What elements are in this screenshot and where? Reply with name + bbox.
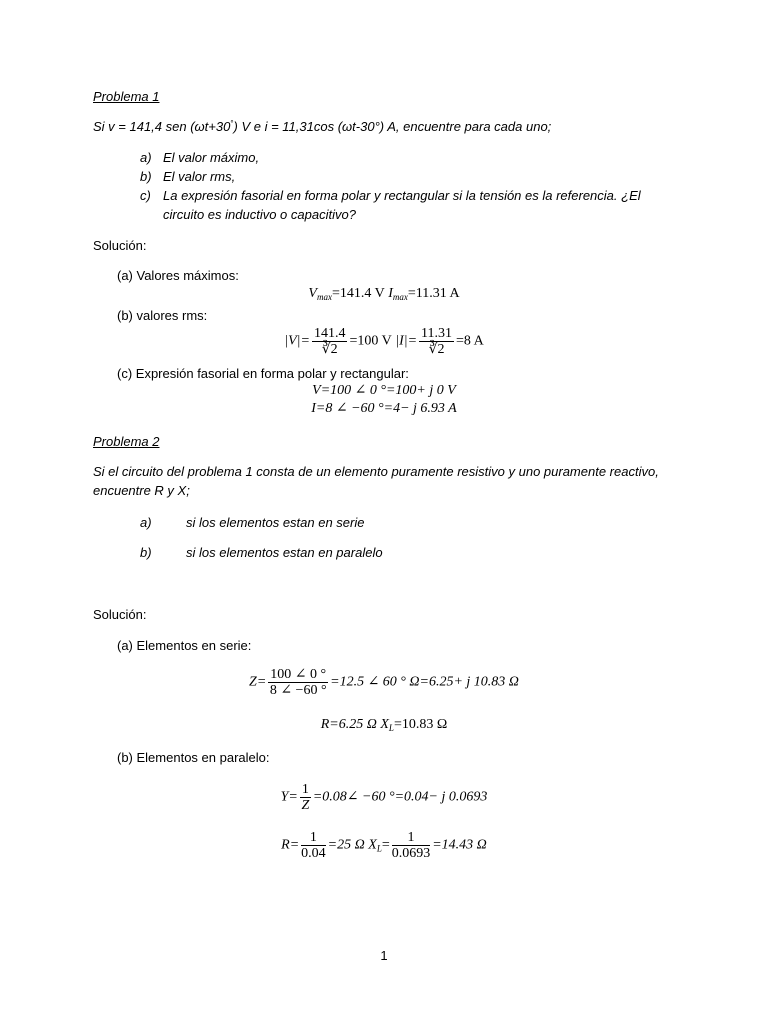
- equation-admittance: Y= $\frac{1}{Z}$ =0.08∠ −60 °=0.04− j 0.0693: [280, 782, 488, 813]
- fraction: $\frac{141.4}{∛2}$: [313, 326, 346, 357]
- problem-1-title: Problema 1: [93, 89, 160, 104]
- list-item-letter: b): [140, 169, 152, 184]
- list-item-text: si los elementos estan en serie: [186, 515, 365, 530]
- section-a-label: (a) Valores máximos:: [117, 268, 239, 283]
- statement-part-a: Si v = 141,4 sen (ωt+30: [93, 119, 231, 134]
- problem-2-statement-line-1: Si el circuito del problema 1 consta de un elemento puramente resistivo y uno puramente reactivo,: [93, 464, 659, 479]
- problem-2-statement-line-2: encuentre R y X;: [93, 483, 190, 498]
- list-item-letter: b): [140, 545, 152, 560]
- equation-impedance: Z= $\frac{100 \angle 0 ^\circ}{8 \angle -60 ^\circ}$ =12.5 ∠ 60 ° Ω=6.25+ j 10.83 Ω: [249, 667, 519, 698]
- equation-rx-series: R=6.25 Ω $X_L=10.83$ Ω: [320, 717, 448, 733]
- fraction: $\frac{1}{Z}$: [301, 782, 310, 813]
- problem-1-statement: [93, 119, 551, 134]
- equation-rx-parallel: R= $\frac{1}{0.04}$ =25 Ω $X_L=$ $\frac{1}{0.0693}$ =14.43 Ω: [281, 830, 487, 861]
- solution-label: Solución:: [93, 238, 147, 253]
- solution-label: Solución:: [93, 607, 147, 622]
- list-item-letter: a): [140, 515, 152, 530]
- section-c-label: (c) Expresión fasorial en forma polar y rectangular:: [117, 366, 409, 381]
- list-item-text: La expresión fasorial en forma polar y rectangular si la tensión es la referencia. ¿El: [163, 188, 641, 203]
- section-a-label: (a) Elementos en serie:: [117, 638, 252, 653]
- section-b-label: (b) valores rms:: [117, 308, 208, 323]
- fraction: $\frac{1}{0.0693}$: [391, 830, 431, 861]
- statement-part-b: ) V e i = 11,31cos (ωt-30°) A, encuentre para cada uno;: [233, 119, 552, 134]
- equation-rms: |V|= $\frac{141.4}{∛2}$ =100 V |I|= $\frac{11.31}{∛2}$ =8 A: [284, 326, 484, 357]
- list-item-letter: a): [140, 150, 152, 165]
- list-item-text: circuito es inductivo o capacitivo?: [163, 207, 356, 222]
- list-item-text: El valor rms,: [163, 169, 236, 184]
- problem-2-title: Problema 2: [93, 434, 160, 449]
- fraction: $\frac{11.31}{∛2}$: [421, 326, 453, 357]
- equation-phasor-v: V=100 ∠ 0 °=100+ j 0 V: [312, 383, 456, 398]
- list-item-letter: c): [140, 188, 151, 203]
- degree-mark: °: [230, 119, 234, 128]
- equation-phasor-i: I=8 ∠ −60 °=4− j 6.93 A: [311, 401, 457, 416]
- list-item-text: El valor máximo,: [163, 150, 260, 165]
- fraction: $\frac{100 \angle 0 ^\circ}{8 \angle -60 ^\circ}$: [269, 667, 327, 698]
- fraction: $\frac{1}{0.04}$: [301, 830, 326, 861]
- section-b-label: (b) Elementos en paralelo:: [117, 750, 270, 765]
- list-item-text: si los elementos estan en paralelo: [186, 545, 383, 560]
- page-number: 1: [380, 948, 388, 963]
- equation-max: $V_{max}=141.4$ V $I_{max}=11.31$ A: [308, 286, 460, 302]
